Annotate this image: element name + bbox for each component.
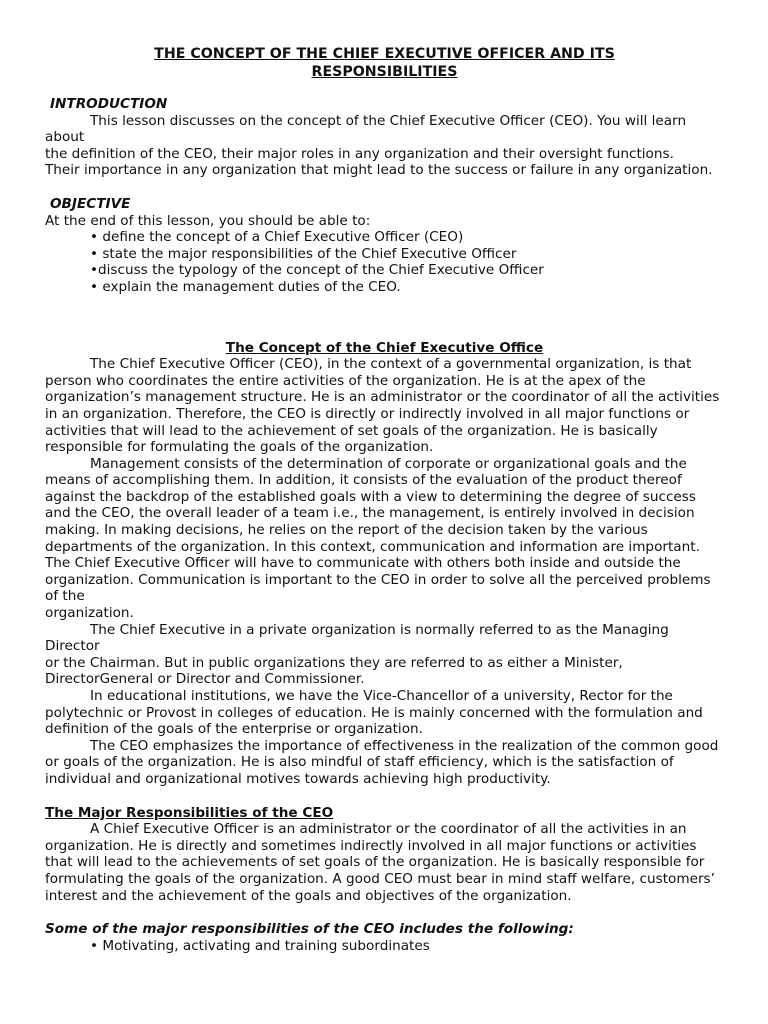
introduction-heading: INTRODUCTION — [50, 96, 168, 112]
objective-item: • explain the management duties of the CEO. — [90, 278, 401, 295]
title-line-1: THE CONCEPT OF THE CHIEF EXECUTIVE OFFICER AND ITS — [154, 46, 615, 62]
introduction-line-3: Their importance in any organization that might lead to the success or failure in any organization. — [45, 162, 713, 179]
introduction-line-2: the definition of the CEO, their major roles in any organization and their oversight functions. — [45, 145, 674, 162]
objective-item: •discuss the typology of the concept of the Chief Executive Officer — [90, 262, 544, 279]
responsibilities-list — [45, 938, 724, 955]
concept-paragraph-2: Management consists of the determination of corporate or organizational goals and the means of accomplishing them. In addition, it consists of the evaluation of the product thereof against the backdrop of the established goals with a view to determining the degree of success and the CEO, the overall leader of a team i.e., the management, is entirely involved in decision making. In making decisions, he relies on the report of the decision taken by the various departments of the organization. In this context, communication and information are important. The Chief Executive Officer will have to communicate with others both inside and outside the organization. Communication is important to the CEO in order to solve all the perceived problems of the — [45, 455, 711, 605]
objective-heading: OBJECTIVE — [50, 195, 131, 212]
concept-paragraph-5: The CEO emphasizes the importance of effectiveness in the realization of the common good or goals of the organization. He is also mindful of staff efficiency, which is the satisfaction of individual and organizational motives towards achieving high productivity. — [45, 737, 719, 787]
concept-paragraph-3: The Chief Executive in a private organization is normally referred to as the Managing Director — [45, 621, 669, 655]
title-line-2: RESPONSIBILITIES — [311, 64, 458, 80]
objective-item: • define the concept of a Chief Executive Officer (CEO) — [90, 229, 464, 246]
concept-paragraph-4: In educational institutions, we have the Vice-Chancellor of a university, Rector for the polytechnic or Provost in colleges of education. He is mainly concerned with the formulation and definition of the goals of the enterprise or organization. — [45, 688, 703, 738]
responsibilities-paragraph-1: A Chief Executive Officer is an administrator or the coordinator of all the activities in an organization. He is directly and sometimes indirectly involved in all major functions or activities that will lead to the achievements of set goals of the organization. He is basically responsible for formulating the goals of the organization. A good CEO must bear in mind staff welfare, customers’ interest and the achievement of the goals and objectives of the organization. — [45, 821, 715, 904]
objective-item: • state the major responsibilities of the Chief Executive Officer — [90, 245, 517, 262]
objective-lead: At the end of this lesson, you should be able to: — [45, 212, 371, 229]
introduction-line-1: This lesson discusses on the concept of the Chief Executive Officer (CEO). You will learn about — [45, 112, 687, 146]
concept-paragraph-1: The Chief Executive Officer (CEO), in the context of a governmental organization, is that person who coordinates the entire activities of the organization. He is at the apex of the organization’s management structure. He is an administrator or the coordinator of all the activities in an organization. Therefore, the CEO is directly or indirectly involved in all major functions or activities that will lead to the achievement of set goals of the organization. He is basically responsible for formulating the goals of the organization. — [45, 356, 720, 456]
document-title — [45, 45, 724, 81]
responsibilities-list-heading: Some of the major responsibilities of the CEO includes the following: — [45, 921, 574, 938]
objective-list — [45, 229, 724, 295]
concept-paragraph-3-tail: or the Chairman. But in public organizations they are referred to as either a Minister, DirectorGeneral or Director and Commissioner. — [45, 654, 623, 688]
concept-heading: The Concept of the Chief Executive Office — [225, 339, 544, 356]
responsibilities-heading: The Major Responsibilities of the CEO — [45, 804, 334, 821]
concept-paragraph-2-tail: organization. — [45, 605, 134, 622]
responsibility-item: • Motivating, activating and training subordinates — [90, 937, 430, 954]
